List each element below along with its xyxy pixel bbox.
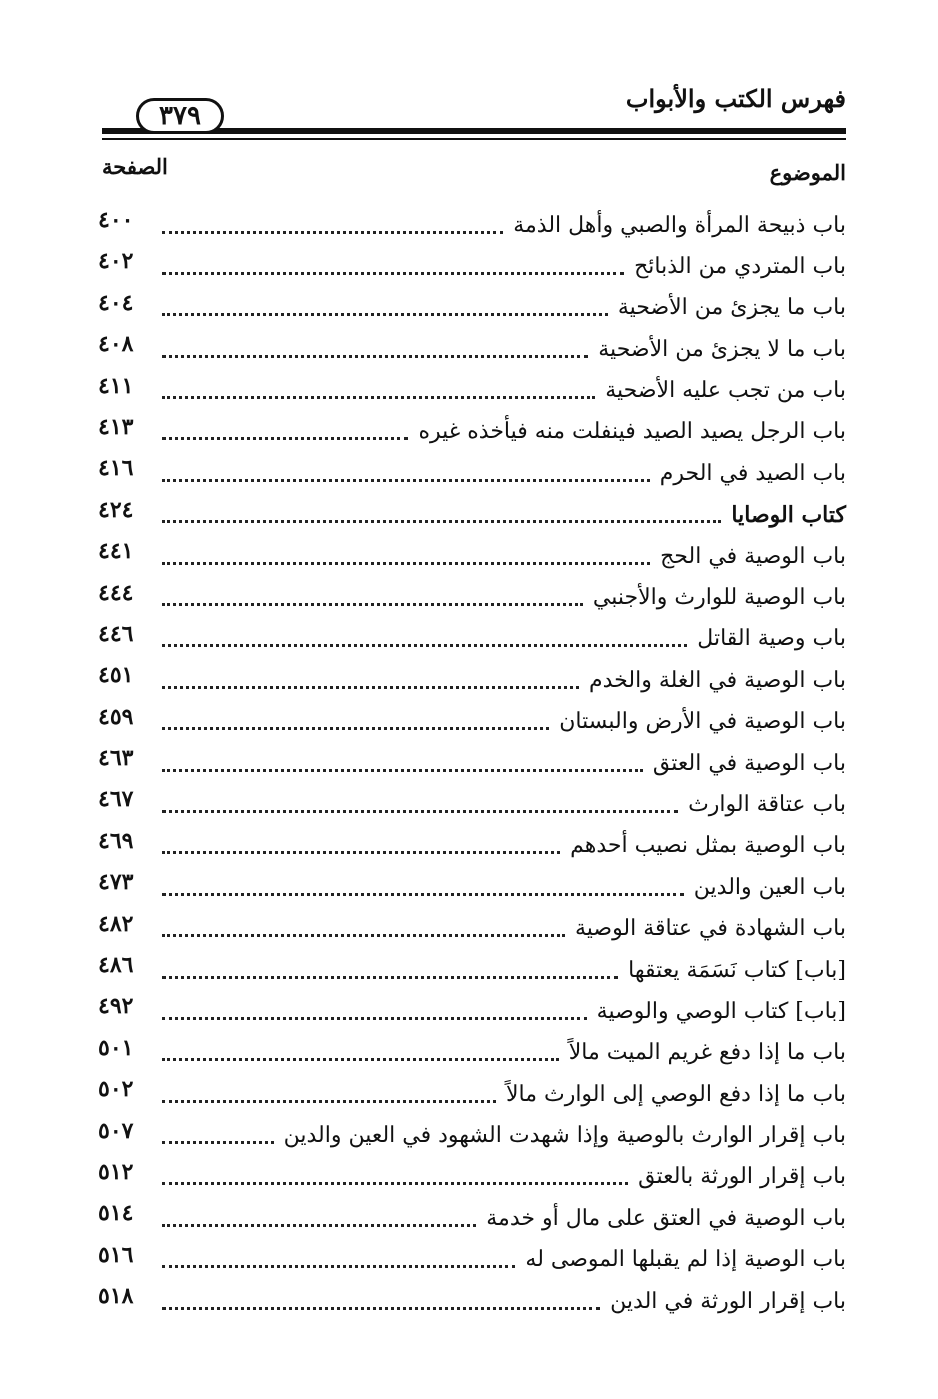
dot-leader <box>162 313 608 316</box>
toc-entry-page: ٤٠٨ <box>98 331 134 358</box>
dot-leader <box>162 520 721 523</box>
toc-entry-page: ٤٥٩ <box>98 703 134 730</box>
toc-row <box>0 619 938 660</box>
toc-row <box>0 1198 938 1239</box>
toc-entry-page: ٤٦٩ <box>98 827 134 854</box>
toc-entry <box>162 1116 846 1156</box>
dot-leader <box>162 976 618 979</box>
toc-row <box>0 1033 938 1074</box>
toc-entry <box>162 1240 846 1280</box>
toc-row <box>0 246 938 287</box>
toc-entry-title: كتاب الوصايا <box>731 501 846 528</box>
toc-entry-title: باب ما إذا دفع الوصي إلى الوارث مالاً <box>505 1081 846 1107</box>
toc-entry-title: باب الرجل يصيد الصيد فينفلت منه فيأخذه غيره <box>418 419 846 445</box>
toc-entry-title: باب عتاقة الوارث <box>688 791 846 817</box>
toc-entry-title: باب الوصية في العتق على مال أو خدمة <box>486 1205 846 1231</box>
toc-entry-page: ٤٢٤ <box>98 496 134 523</box>
toc-entry <box>162 1074 846 1114</box>
dot-leader <box>162 355 588 358</box>
toc-entry-page: ٤٨٦ <box>98 952 134 979</box>
toc-entry <box>162 329 846 369</box>
toc-row <box>0 909 938 950</box>
toc-row <box>0 1240 938 1281</box>
toc-row <box>0 826 938 867</box>
page-header-title: فهرس الكتب والأبواب <box>625 84 846 113</box>
dot-leader <box>162 1058 559 1061</box>
toc-entry-title: باب الوصية في العتق <box>652 750 846 776</box>
dot-leader <box>162 396 595 399</box>
toc-entry-title: باب ما لا يجزئ من الأضحية <box>598 336 846 362</box>
toc-entry-title: باب إقرار الورثة في الدين <box>610 1288 846 1314</box>
toc-entry <box>162 909 846 949</box>
toc-entry-page: ٥١٨ <box>98 1283 134 1310</box>
dot-leader <box>162 562 650 565</box>
toc-entry <box>162 1033 846 1073</box>
toc-entry <box>162 1157 846 1197</box>
toc-row <box>0 288 938 329</box>
toc-entry <box>162 1198 846 1238</box>
toc-row <box>0 329 938 370</box>
header-rule-thin <box>102 138 846 140</box>
toc-entry-page: ٤٤١ <box>98 538 134 565</box>
dot-leader <box>162 893 684 896</box>
dot-leader <box>162 1100 496 1103</box>
toc-entry-title: باب الوصية إذا لم يقبلها الموصى له <box>525 1247 846 1273</box>
toc-entry-page: ٤٧٣ <box>98 869 134 896</box>
dot-leader <box>162 810 678 813</box>
toc-entry-page: ٥١٢ <box>98 1158 134 1185</box>
toc-row <box>0 1116 938 1157</box>
toc-entry <box>162 950 846 990</box>
toc-row <box>0 536 938 577</box>
toc-entry <box>162 205 846 245</box>
dot-leader <box>162 851 560 854</box>
toc-entry-page: ٤١٣ <box>98 413 134 440</box>
toc-row <box>0 1074 938 1115</box>
toc-row <box>0 660 938 701</box>
toc-row <box>0 453 938 494</box>
dot-leader <box>162 1141 274 1144</box>
column-header-topic: الموضوع <box>769 160 846 185</box>
toc-row <box>0 950 938 991</box>
dot-leader <box>162 934 565 937</box>
toc-entry-title: باب ما يجزئ من الأضحية <box>617 295 846 321</box>
toc-entry-title: باب العين والدين <box>693 874 846 900</box>
toc-entry-title: باب ذبيحة المرأة والصبي وأهل الذمة <box>513 212 846 238</box>
toc-entry-page: ٤٠٢ <box>98 248 134 275</box>
toc-entry <box>162 991 846 1031</box>
toc-entry-title: باب إقرار الوارث بالوصية وإذا شهدت الشهود في العين والدين <box>283 1123 846 1149</box>
toc-entry <box>162 867 846 907</box>
toc-entry-page: ٥٠٧ <box>98 1117 134 1144</box>
toc-entry-page: ٤٥١ <box>98 662 134 689</box>
toc-entry-title: باب الوصية في الحج <box>660 543 846 569</box>
dot-leader <box>162 272 624 275</box>
toc-row <box>0 784 938 825</box>
toc-row <box>0 1157 938 1198</box>
toc-entry-page: ٤١٦ <box>98 455 134 482</box>
toc-entry-page: ٤٤٤ <box>98 579 134 606</box>
toc-entry <box>162 1281 846 1321</box>
toc-entry <box>162 578 846 618</box>
toc-row <box>0 991 938 1032</box>
dot-leader <box>162 479 650 482</box>
dot-leader <box>162 437 408 440</box>
toc-entry-title: [باب] كتاب نَسَمَة يعتقها <box>628 957 846 983</box>
toc-row <box>0 371 938 412</box>
toc-entry-page: ٥١٦ <box>98 1241 134 1268</box>
column-header-page: الصفحة <box>102 154 168 179</box>
table-of-contents <box>0 205 938 1323</box>
dot-leader <box>162 644 687 647</box>
toc-entry-title: باب الوصية في الغلة والخدم <box>589 667 846 693</box>
toc-entry <box>162 784 846 824</box>
toc-entry <box>162 246 846 286</box>
toc-entry <box>162 826 846 866</box>
toc-entry-title: باب من تجب عليه الأضحية <box>605 378 846 404</box>
toc-entry <box>162 371 846 411</box>
toc-entry-page: ٤٩٢ <box>98 993 134 1020</box>
dot-leader <box>162 1182 628 1185</box>
toc-entry-page: ٤٦٧ <box>98 786 134 813</box>
toc-entry-page: ٤٠٠ <box>98 207 134 233</box>
dot-leader <box>162 1265 515 1268</box>
toc-row <box>0 495 938 536</box>
toc-row <box>0 867 938 908</box>
dot-leader <box>162 1017 587 1020</box>
toc-entry-title: باب الصيد في الحرم <box>659 460 846 486</box>
dot-leader <box>162 231 503 234</box>
dot-leader <box>162 603 583 606</box>
toc-entry <box>162 288 846 328</box>
toc-row <box>0 1281 938 1322</box>
page-number-badge: ٣٧٩ <box>136 98 224 134</box>
toc-row <box>0 702 938 743</box>
toc-entry-title: باب الوصية للوارث والأجنبي <box>592 585 846 611</box>
toc-entry-page: ٤٨٢ <box>98 910 134 937</box>
toc-entry <box>162 702 846 742</box>
toc-entry-page: ٤٦٣ <box>98 745 134 772</box>
toc-entry-page: ٤١١ <box>98 372 134 399</box>
toc-row <box>0 205 938 246</box>
dot-leader <box>162 769 643 772</box>
toc-entry-title: باب الوصية بمثل نصيب أحدهم <box>570 833 846 859</box>
toc-entry-title: باب وصية القاتل <box>697 626 846 652</box>
toc-entry <box>162 453 846 493</box>
toc-entry-page: ٤٠٤ <box>98 289 134 316</box>
toc-row <box>0 743 938 784</box>
toc-entry-page: ٤٤٦ <box>98 620 134 647</box>
toc-row <box>0 578 938 619</box>
toc-entry <box>162 743 846 783</box>
dot-leader <box>162 1224 476 1227</box>
toc-entry <box>162 495 846 535</box>
toc-entry-page: ٥١٤ <box>98 1200 134 1227</box>
toc-entry-title: باب الوصية في الأرض والبستان <box>559 709 846 735</box>
toc-entry-page: ٥٠٢ <box>98 1076 134 1103</box>
toc-row <box>0 412 938 453</box>
toc-entry-page: ٥٠١ <box>98 1034 134 1061</box>
toc-entry-title: باب المتردي من الذبائح <box>634 253 846 279</box>
toc-entry <box>162 412 846 452</box>
dot-leader <box>162 727 549 730</box>
dot-leader <box>162 686 579 689</box>
toc-entry <box>162 536 846 576</box>
toc-entry-title: باب إقرار الورثة بالعتق <box>638 1164 846 1190</box>
toc-entry <box>162 660 846 700</box>
toc-entry-title: باب الشهادة في عتاقة الوصية <box>574 916 846 942</box>
toc-entry <box>162 619 846 659</box>
toc-entry-title: [باب] كتاب الوصي والوصية <box>596 998 846 1024</box>
dot-leader <box>162 1307 600 1310</box>
toc-entry-title: باب ما إذا دفع غريم الميت مالاً <box>568 1040 846 1066</box>
